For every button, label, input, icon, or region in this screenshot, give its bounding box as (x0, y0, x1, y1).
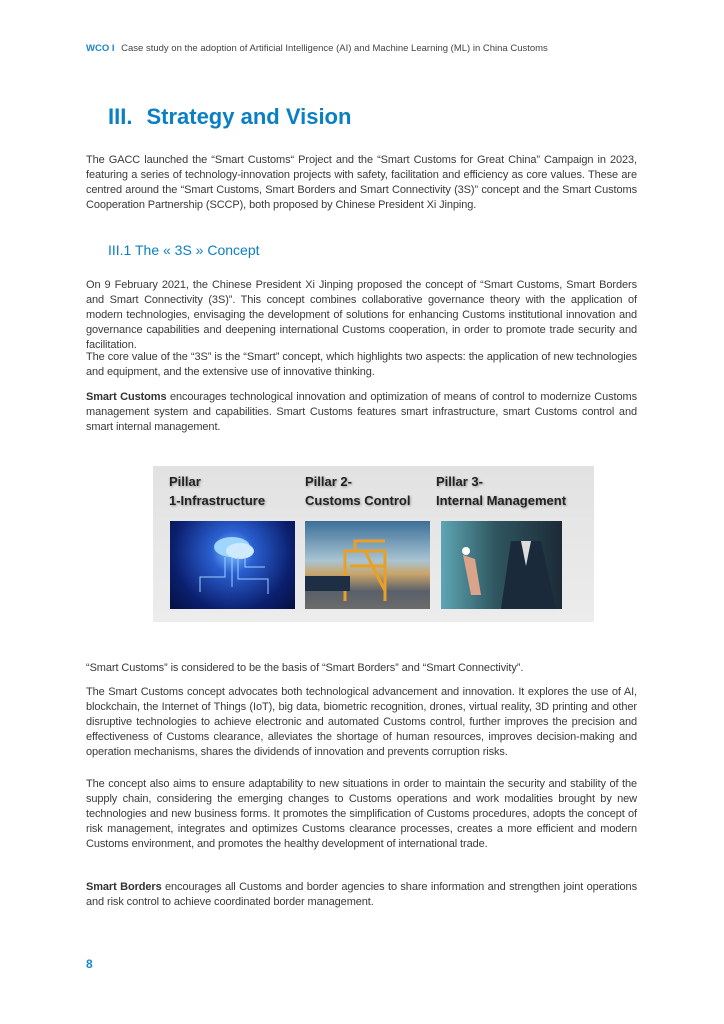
paragraph-text: encourages all Customs and border agencies to share information and strengthen joint operations and risk control to achieve coordinated border management. (86, 881, 637, 908)
paragraph-adaptability: The concept also aims to ensure adaptability to new situations in order to maintain the security and stability of the supply chain, considering the emerging changes to Customs operations and work modalities brought by new technologies and new business forms. It promotes the simplification of Customs procedures, adopts the concept of risk management, integrates and optimizes Customs clearance processes, creates a more efficient and modern Customs environment, and promotes the healthy development of international trade. (86, 778, 637, 850)
paragraph-3s: On 9 February 2021, the Chinese President Xi Jinping proposed the concept of “Smart Customs, Smart Borders and Smart Connectivity (3S)”. This concept combines collaborative governance theory with the application of modern technologies, envisaging the development of solutions for enhancing Customs institutional innovation and governance capabilities and deepening international Customs cooperation, in order to promote trade security and facilitation. (86, 279, 637, 351)
term-smart-borders: Smart Borders (86, 881, 162, 893)
section-title (108, 104, 365, 130)
section-title-text: Strategy and Vision (146, 104, 352, 129)
businessman-icon (441, 521, 562, 609)
paragraph-core-value: The core value of the “3S” is the “Smart” concept, which highlights two aspects: the application of new technologies and equipment, and the extensive use of innovative thinking. (86, 351, 637, 378)
pillar-2-line2: Customs Control (305, 493, 411, 508)
cloud-infrastructure-image (170, 521, 295, 609)
paragraph-smart-customs (86, 390, 637, 435)
paragraph-smart-customs-concept: The Smart Customs concept advocates both technological advancement and innovation. It explores the use of AI, blockchain, the Internet of Things (IoT), big data, biometric recognition, drones, virtual reality, 3D printing and other disruptive technologies to achieve electronic and automated Customs control, further improves the precision and effectiveness of Customs clearance, alleviates the shortage of human resources, improves decision-making and operation mechanisms, shares the dividends of innovation and prevents corruption risks. (86, 686, 637, 758)
paragraph-basis: “Smart Customs” is considered to be the basis of “Smart Borders” and “Smart Connectivity”. (86, 662, 524, 674)
pillar-1-label (169, 472, 265, 510)
running-header (86, 43, 548, 54)
term-smart-customs: Smart Customs (86, 391, 167, 403)
crane-icon (305, 521, 430, 609)
pillar-1-line1: Pillar (169, 474, 201, 489)
paragraph-text: encourages technological innovation and optimization of means of control to modernize Customs management system and capabilities. Smart Customs features smart infrastructure, smart Customs control and smart internal management. (86, 391, 637, 433)
intro-paragraph: The GACC launched the “Smart Customs“ Project and the “Smart Customs for Great China” Campaign in 2023, featuring a series of technology-innovation projects with safety, facilitation and efficiency as core values. These are centred around the “Smart Customs, Smart Borders and Smart Connectivity (3S)” concept and the Smart Customs Cooperation Partnership (SCCP), both proposed by Chinese President Xi Jinping. (86, 154, 637, 211)
pillar-3-line1: Pillar 3- (436, 474, 483, 489)
cloud-icon (170, 521, 295, 609)
pillar-3-label (436, 472, 566, 510)
business-touch-image (441, 521, 562, 609)
port-cranes-image (305, 521, 430, 609)
header-text: Case study on the adoption of Artificial Intelligence (AI) and Machine Learning (ML) in China Customs (121, 43, 548, 54)
page-number: 8 (86, 957, 93, 971)
pillar-1-line2: 1-Infrastructure (169, 493, 266, 508)
pillar-2-line1: Pillar 2- (305, 474, 352, 489)
pillars-figure (153, 466, 594, 622)
subheading: III.1 The « 3S » Concept (108, 242, 260, 258)
paragraph-smart-borders (86, 880, 637, 910)
header-org: WCO I (86, 43, 115, 54)
pillar-2-label (305, 472, 410, 510)
section-number: III. (108, 104, 133, 129)
pillar-3-line2: Internal Management (436, 493, 567, 508)
